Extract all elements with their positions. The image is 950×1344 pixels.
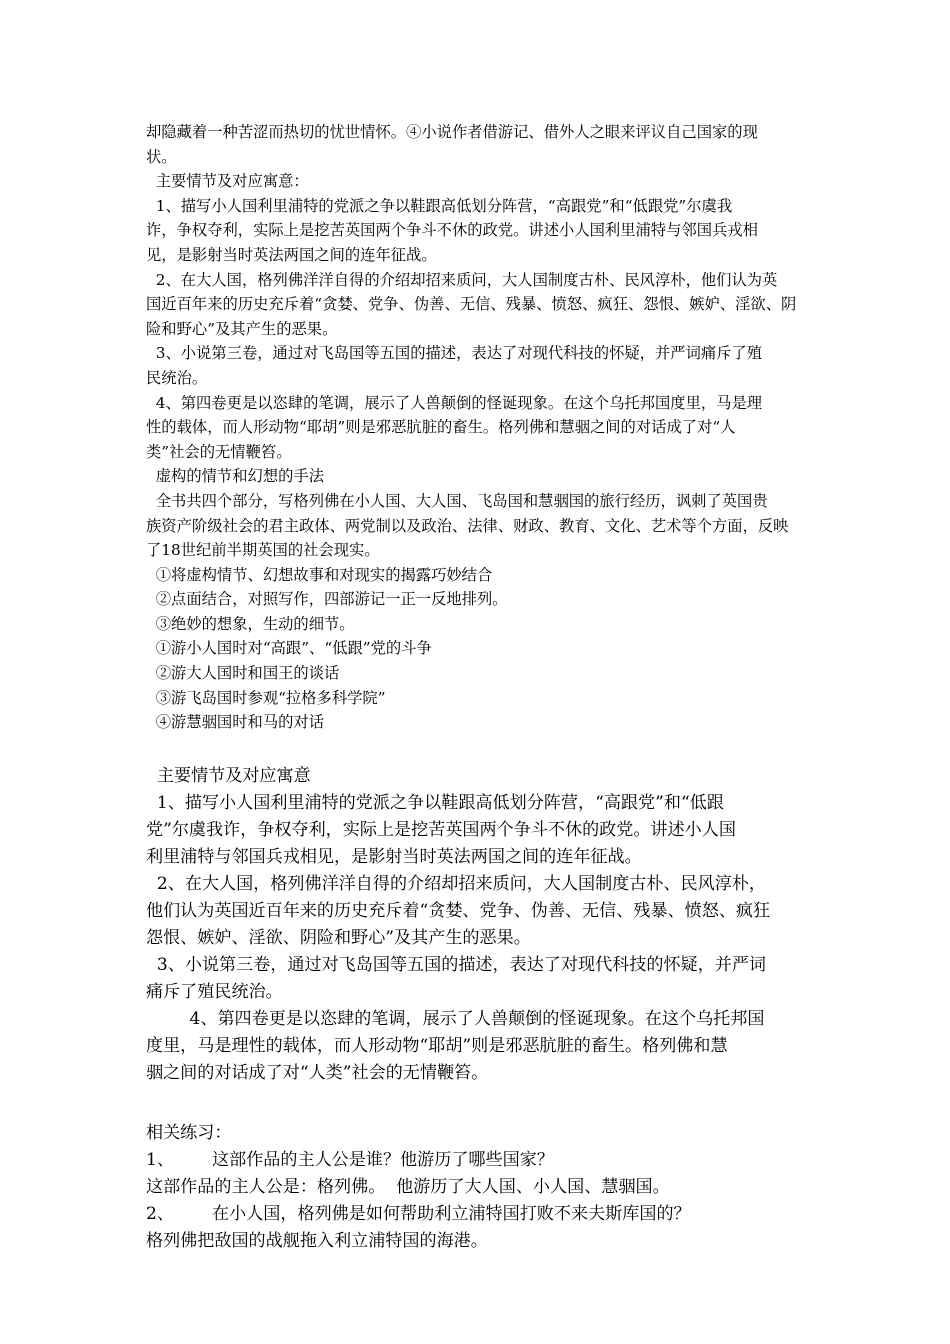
- section-commentary: [146, 120, 810, 735]
- paragraph-line: 党”尔虞我诈，争权夺利，实际上是挖苦英国两个争斗不休的政党。讲述小人国: [146, 819, 736, 840]
- document-page: [146, 120, 810, 1255]
- heading-fiction: 虚构的情节和幻想的手法: [146, 467, 325, 486]
- paragraph-line: 1、描写小人国利里浦特的党派之争以鞋跟高低划分阵营，“高跟党”和“低跟党”尔虞我: [146, 196, 733, 215]
- paragraph-line: 4、第四卷更是以恣肆的笔调，展示了人兽颠倒的怪诞现象。在这个乌托邦国: [146, 1008, 765, 1029]
- answer-2: 格列佛把敌国的战舰拖入利立浦特国的海港。: [146, 1230, 488, 1251]
- paragraph-line: 他们认为英国近百年来的历史充斥着“贪婪、党争、伪善、无信、残暴、愤怒、疯狂: [146, 900, 771, 921]
- paragraph-line: 怨恨、嫉妒、淫欲、阴险和野心”及其产生的恶果。: [146, 927, 531, 948]
- paragraph-line: 却隐藏着一种苦涩而热切的忧世情怀。④小说作者借游记、借外人之眼来评议自己国家的现: [146, 123, 758, 141]
- paragraph-line: 度里，马是理性的载体，而人形动物“耶胡”则是邪恶肮脏的畜生。格列佛和慧: [146, 1035, 728, 1056]
- paragraph-line: 2、在大人国，格列佛洋洋自得的介绍却招来质问，大人国制度古朴、民风淳朴，: [146, 873, 767, 894]
- paragraph-line: 3、小说第三卷，通过对飞岛国等五国的描述，表达了对现代科技的怀疑，并严词: [146, 954, 767, 975]
- paragraph-line: 国近百年来的历史充斥着“贪婪、党争、伪善、无信、残暴、愤怒、疯狂、怨恨、嫉妒、淫欲、阴: [146, 295, 797, 314]
- paragraph-line: 险和野心”及其产生的恶果。: [146, 319, 338, 338]
- question-2: 2、 在小人国，格列佛是如何帮助利立浦特国打败不来夫斯库国的？: [146, 1203, 691, 1224]
- paragraph-line: 痛斥了殖民统治。: [146, 981, 283, 1002]
- paragraph-line: 全书共四个部分，写格列佛在小人国、大人国、飞岛国和慧骃国的旅行经历，讽刺了英国贵: [146, 491, 768, 510]
- paragraph-line: 性的载体，而人形动物“耶胡”则是邪恶肮脏的畜生。格列佛和慧骃之间的对话成了对“人: [146, 418, 736, 437]
- paragraph-line: 族资产阶级社会的君主政体、两党制以及政治、法律、财政、教育、文化、艺术等个方面，反映: [146, 516, 789, 535]
- list-item: ③游飞岛国时参观“拉格多科学院”: [146, 688, 386, 707]
- list-item: ④游慧骃国时和马的对话: [146, 713, 325, 732]
- list-item: ①游小人国时对“高跟”、“低跟”党的斗争: [146, 639, 432, 658]
- list-item: ①将虚构情节、幻想故事和对现实的揭露巧妙结合: [146, 565, 493, 584]
- paragraph-line: 见，是影射当时英法两国之间的连年征战。: [146, 245, 437, 264]
- paragraph-line: 3、小说第三卷，通过对飞岛国等五国的描述，表达了对现代科技的怀疑，并严词痛斥了殖: [146, 344, 763, 363]
- section-exercises: [146, 1120, 810, 1255]
- paragraph-line: 民统治。: [146, 368, 208, 387]
- paragraph-line: 状。: [146, 147, 177, 166]
- paragraph-line: 4、第四卷更是以恣肆的笔调，展示了人兽颠倒的怪诞现象。在这个乌托邦国度里，马是理: [146, 393, 763, 412]
- paragraph-line: 诈，争权夺利，实际上是挖苦英国两个争斗不休的政党。讲述小人国利里浦特与邻国兵戎相: [146, 221, 758, 240]
- heading-exercises: 相关练习：: [146, 1122, 232, 1143]
- section-main-plot: [146, 763, 810, 1087]
- paragraph-line: 利里浦特与邻国兵戎相见，是影射当时英法两国之间的连年征战。: [146, 846, 642, 867]
- heading-main-plot-2: 主要情节及对应寓意: [146, 765, 311, 786]
- heading-main-plot: 主要情节及对应寓意：: [146, 172, 309, 191]
- paragraph-line: 类”社会的无情鞭笞。: [146, 442, 292, 461]
- list-item: ②游大人国时和国王的谈话: [146, 664, 340, 683]
- paragraph-line: 骃之间的对话成了对“人类”社会的无情鞭笞。: [146, 1062, 489, 1083]
- paragraph-line: 1、描写小人国利里浦特的党派之争以鞋跟高低划分阵营，“高跟党”和“低跟: [146, 792, 724, 813]
- list-item: ②点面结合，对照写作，四部游记一正一反地排列。: [146, 590, 508, 609]
- list-item: ③绝妙的想象，生动的细节。: [146, 614, 355, 633]
- question-1: 1、 这部作品的主人公是谁？他游历了哪些国家？: [146, 1149, 554, 1170]
- paragraph-line: 了18世纪前半期英国的社会现实。: [146, 541, 380, 560]
- paragraph-line: 2、在大人国，格列佛洋洋自得的介绍却招来质问，大人国制度古朴、民风淳朴，他们认为英: [146, 270, 778, 289]
- answer-1: 这部作品的主人公是：格列佛。 他游历了大人国、小人国、慧骃国。: [146, 1176, 670, 1197]
